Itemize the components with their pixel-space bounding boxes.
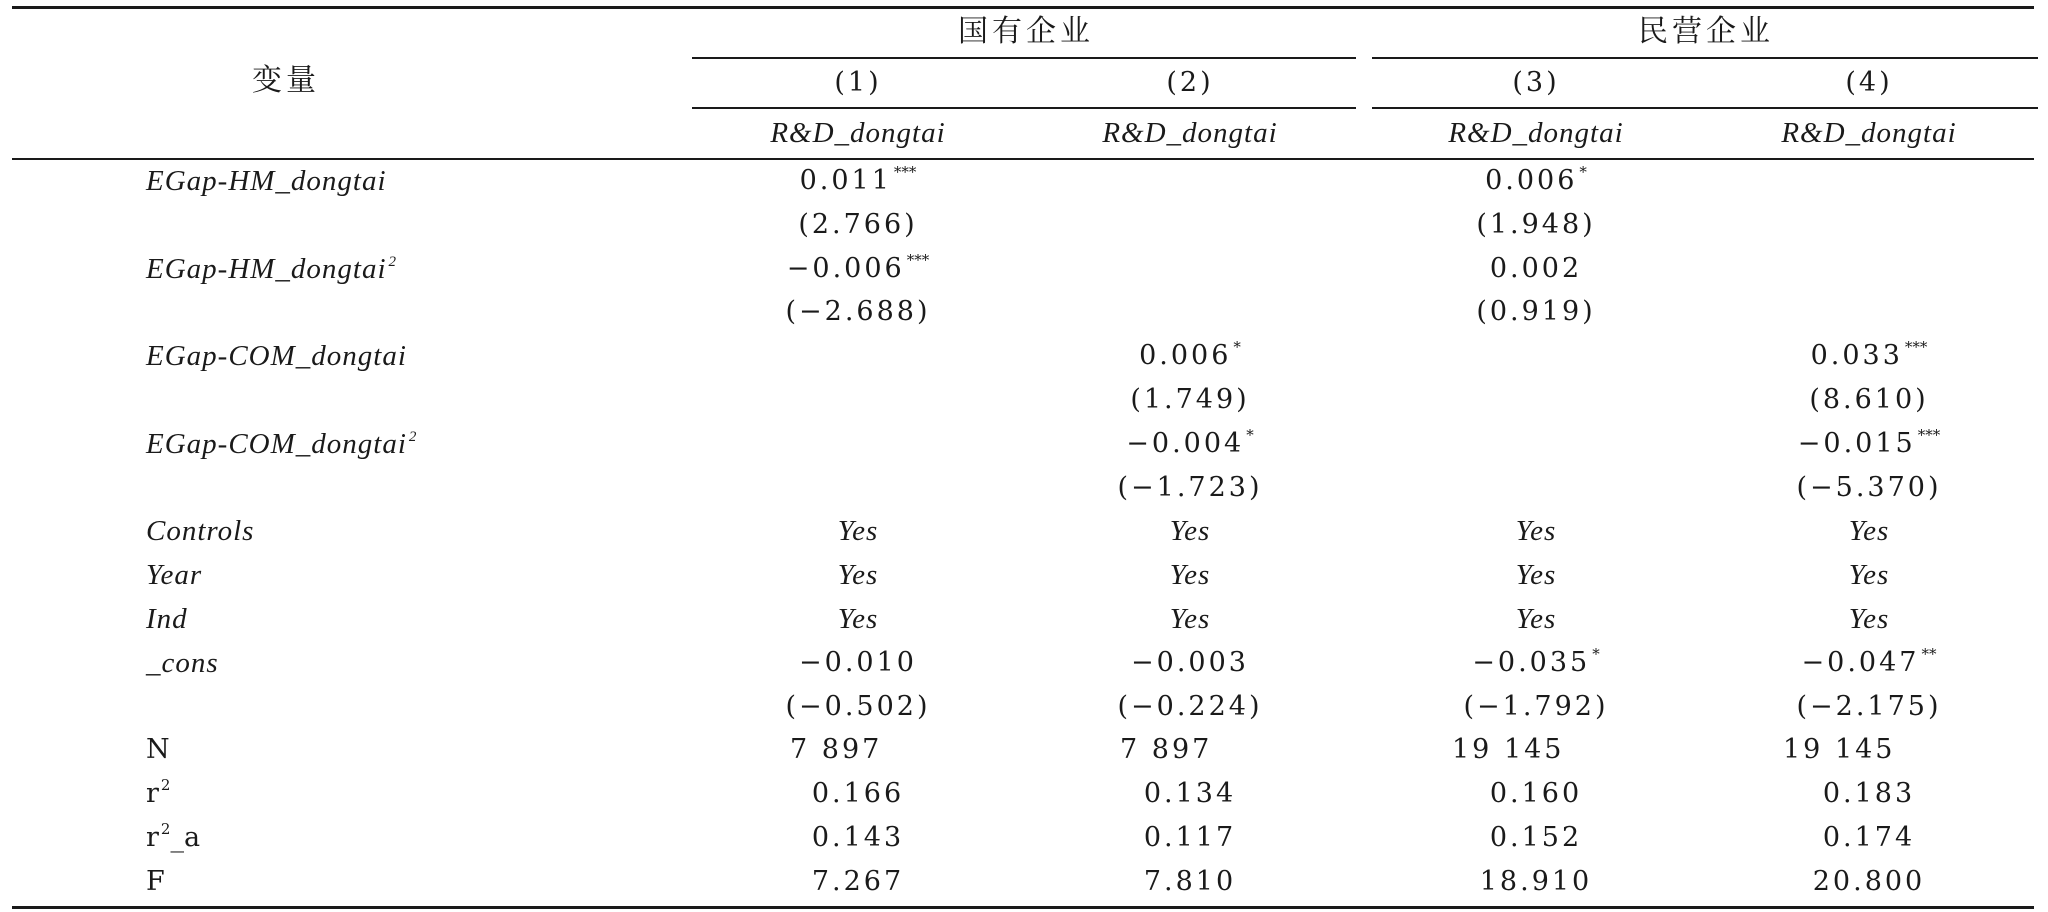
group-header-private: 民营企业 [1638,14,1774,49]
table-cell: Yes [837,603,879,635]
row-label: EGap-HM_dongtai $^2$ [146,252,397,285]
table-cell: (2.766) [798,208,918,240]
table-cell: −0.006 *** [786,250,930,284]
group-header-soe: 国有企业 [958,14,1094,49]
table-cell: Yes [837,515,879,548]
significance-stars: *** [906,250,930,269]
col-number-1: (1) [834,67,882,98]
table-cell: 0.166 [811,778,905,810]
table-cell: 0.117 [1143,822,1237,853]
bottom-rule [12,906,2034,909]
table-cell: 7.267 [811,865,905,897]
group-rule-soe [692,57,1356,59]
row-label: Controls [146,515,255,548]
table-cell: Yes [1169,559,1211,592]
table-cell: 0.006 * [1139,338,1241,372]
row-label: F [146,865,165,897]
table-cell: 0.002 [1489,252,1583,284]
dep-var-2: R&D_dongtai [1102,117,1278,149]
table-cell: 0.143 [811,822,905,853]
table-cell: Yes [1515,559,1557,592]
table-cell: (1.948) [1476,208,1596,240]
row-label: N [146,734,170,766]
row-label: Ind [146,603,188,635]
table-cell: Yes [1848,515,1890,548]
table-cell: (−1.723) [1117,471,1263,503]
table-cell: 7.810 [1143,865,1237,897]
significance-stars: * [1246,425,1254,444]
row-label: Year [146,559,203,592]
significance-stars: ** [1921,644,1937,663]
table-cell: Yes [1169,603,1211,635]
table-cell: 0.160 [1489,778,1583,810]
table-cell: 0.183 [1822,778,1916,810]
col-number-2: (2) [1166,67,1214,98]
row-label: EGap-HM_dongtai [146,165,387,197]
col-number-3: (3) [1512,67,1560,98]
table-cell: (1.749) [1130,384,1250,415]
top-rule [12,6,2034,9]
table-cell: Yes [1169,515,1211,548]
table-cell: 0.033 *** [1810,338,1928,372]
table-cell: 7 897 [790,734,883,766]
significance-stars: *** [893,163,917,181]
table-cell: (−0.502) [785,690,931,722]
table-cell: 0.174 [1822,822,1916,853]
significance-stars: *** [1904,338,1928,357]
table-cell: (−2.175) [1796,690,1942,722]
table-cell: −0.015 *** [1797,425,1941,459]
significance-stars: *** [1917,425,1941,444]
significance-stars: * [1579,163,1587,181]
table-cell: 7 897 [1120,734,1213,766]
table-cell: 0.134 [1143,778,1237,810]
colnum-rule-private [1372,107,2038,109]
significance-stars: * [1592,644,1600,663]
table-cell: (−1.792) [1463,690,1609,722]
dep-var-3: R&D_dongtai [1448,117,1624,149]
table-cell: 20.800 [1812,865,1926,897]
significance-stars: * [1233,338,1241,357]
row-label: EGap-COM_dongtai [146,340,407,373]
table-cell: 18.910 [1479,865,1593,897]
row-label: EGap-COM_dongtai $^2$ [146,427,417,460]
table-cell: 19 145 [1783,734,1896,766]
table-cell: 19 145 [1452,734,1565,766]
header-bottom-rule [12,158,2034,160]
table-cell: (0.919) [1476,296,1596,328]
dep-var-1: R&D_dongtai [770,117,946,149]
row-label: r $^2$_a [146,820,201,853]
table-cell: −0.003 [1131,646,1249,678]
dep-var-4: R&D_dongtai [1781,117,1957,149]
table-cell: Yes [1515,603,1557,635]
row-label: _cons [146,646,219,679]
table-cell: −0.035 * [1472,644,1600,678]
table-cell: 0.152 [1489,822,1583,853]
group-rule-private [1372,57,2038,59]
colnum-rule-soe [692,107,1356,109]
table-cell: (−5.370) [1796,471,1942,503]
table-cell: Yes [837,559,879,592]
table-cell: −0.010 [799,646,917,678]
table-cell: Yes [1515,515,1557,548]
table-cell: (−2.688) [785,296,931,328]
row-label: r $^2$ [146,776,171,810]
table-cell: Yes [1848,603,1890,635]
variable-header: 变量 [252,63,320,98]
table-cell: −0.047 ** [1801,644,1937,678]
table-cell: Yes [1848,559,1890,592]
table-cell: (8.610) [1809,384,1929,415]
table-cell: 0.006 * [1485,163,1587,196]
table-cell: 0.011 *** [799,163,917,196]
table-cell: (−0.224) [1117,690,1263,722]
table-cell: −0.004 * [1126,425,1254,459]
col-number-4: (4) [1845,67,1893,98]
